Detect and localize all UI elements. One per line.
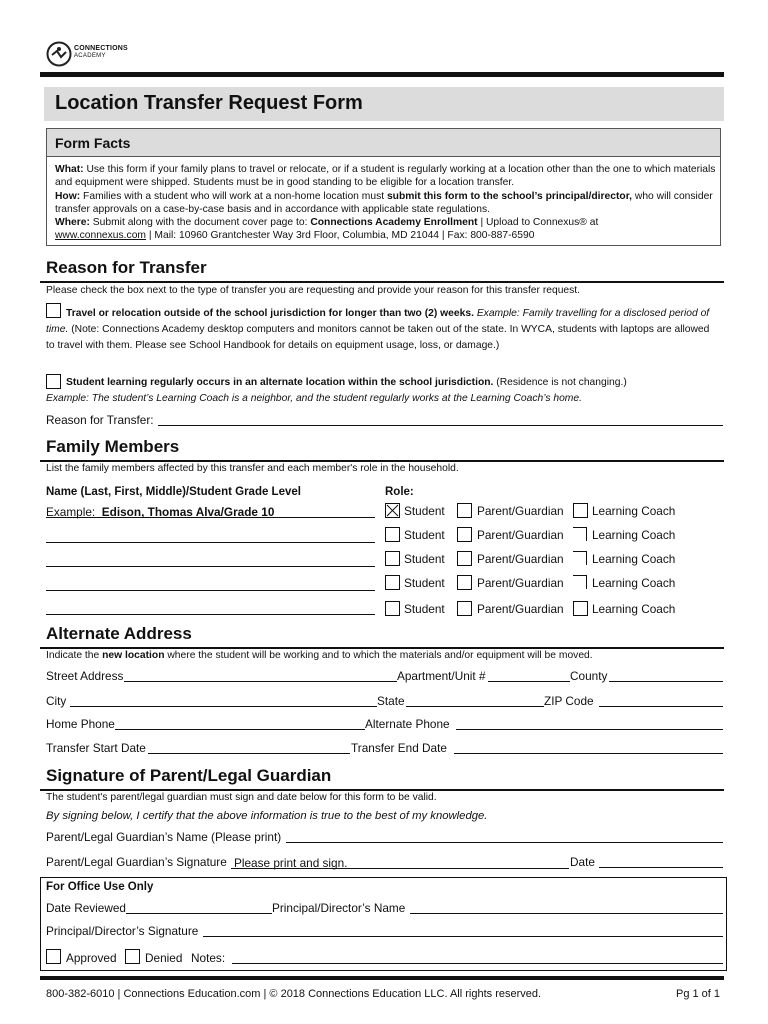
- signature-intro: The student's parent/legal guardian must sign and date below for this form to be valid.: [46, 792, 437, 803]
- signature-rule: [40, 789, 724, 791]
- page-title: Location Transfer Request Form: [55, 92, 363, 114]
- footer-text: 800-382-6010 | Connections Education.com | © 2018 Connections Education LLC. All rights reserved.: [46, 988, 542, 1000]
- street-input[interactable]: [124, 681, 397, 682]
- where-label: Where:: [55, 217, 90, 229]
- guardian-name-input[interactable]: [286, 842, 723, 843]
- role-column-header: Role:: [385, 486, 414, 498]
- guardian-name-label: Parent/Legal Guardian’s Name (Please print): [46, 830, 282, 844]
- name-column-header: Name (Last, First, Middle)/Student Grade Level: [46, 486, 301, 498]
- member-student-label: Student: [404, 602, 445, 616]
- form-facts-body: [55, 163, 719, 243]
- example-value: Edison, Thomas Alva/Grade 10: [101, 505, 275, 519]
- where-text-1: Submit along with the document cover page to:: [92, 217, 308, 229]
- travel-option-note: (Note: Connections Academy desktop computers and monitors cannot be taken out of the state. In WYCA, students with laptops are allowed to travel with them. Please see School Handbook for details on equipment usage, loss, or damage.): [46, 324, 710, 351]
- principal-signature-label: Principal/Director’s Signature: [46, 924, 199, 938]
- principal-name-label: Principal/Director’s Name: [272, 901, 406, 915]
- member-coach-checkbox[interactable]: [573, 551, 587, 565]
- address-intro-bold: new location: [102, 650, 165, 661]
- member-parent-label: Parent/Guardian: [477, 528, 564, 542]
- example-label: Example:: [46, 505, 96, 519]
- member-student-checkbox[interactable]: [385, 601, 400, 616]
- example-coach-label: Learning Coach: [592, 504, 676, 518]
- member-coach-checkbox[interactable]: [573, 527, 587, 541]
- state-input[interactable]: [406, 706, 544, 707]
- state-label: State: [377, 694, 405, 708]
- where-text-2: | Upload to Connexus® at: [480, 217, 599, 229]
- start-date-input[interactable]: [148, 753, 350, 754]
- signature-hint: Please print and sign.: [234, 856, 348, 870]
- county-label: County: [570, 669, 608, 683]
- notes-input[interactable]: [232, 963, 723, 964]
- zip-input[interactable]: [599, 706, 723, 707]
- member-coach-label: Learning Coach: [592, 528, 676, 542]
- member-coach-label: Learning Coach: [592, 602, 676, 616]
- address-intro-2: where the student will be working and to which the materials and/or equipment will be moved.: [167, 650, 593, 661]
- member-student-label: Student: [404, 576, 445, 590]
- signature-heading: Signature of Parent/Legal Guardian: [46, 766, 332, 785]
- travel-option-text: [46, 306, 720, 354]
- page-number: Pg 1 of 1: [676, 988, 721, 1000]
- member-coach-checkbox[interactable]: [573, 575, 587, 589]
- header-rule: [40, 72, 724, 77]
- example-parent-label: Parent/Guardian: [477, 504, 564, 518]
- member-coach-checkbox[interactable]: [573, 601, 588, 616]
- member-name-input[interactable]: [46, 590, 375, 591]
- family-rule: [40, 460, 724, 462]
- principal-signature-input[interactable]: [203, 936, 723, 937]
- zip-label: ZIP Code: [544, 694, 594, 708]
- example-coach-checkbox[interactable]: [573, 503, 588, 518]
- end-date-input[interactable]: [454, 753, 723, 754]
- where-text-3: | Mail: 10960 Grantchester Way 3rd Floor, Columbia, MD 21044 | Fax: 800-887-6590: [148, 230, 535, 242]
- family-heading: Family Members: [46, 437, 180, 456]
- alternate-location-text: [66, 377, 627, 388]
- date-reviewed-input[interactable]: [126, 913, 272, 914]
- connexus-link[interactable]: www.connexus.com: [55, 230, 146, 242]
- member-student-label: Student: [404, 552, 445, 566]
- family-intro: List the family members affected by this transfer and each member's role in the household.: [46, 463, 459, 474]
- member-name-input[interactable]: [46, 614, 375, 615]
- form-facts-header: [47, 129, 720, 157]
- member-parent-label: Parent/Guardian: [477, 552, 564, 566]
- alternate-location-checkbox[interactable]: [46, 374, 61, 389]
- logo-text-2: ACADEMY: [74, 53, 106, 59]
- travel-option-example: Example: Family travelling for a disclosed period of time.: [46, 308, 710, 335]
- example-student-checkbox[interactable]: [385, 503, 400, 518]
- denied-checkbox[interactable]: [125, 949, 140, 964]
- principal-name-input[interactable]: [410, 913, 723, 914]
- notes-label: Notes:: [191, 951, 226, 965]
- reason-input[interactable]: [158, 425, 723, 426]
- example-underline: [46, 517, 375, 518]
- member-student-checkbox[interactable]: [385, 527, 400, 542]
- where-bold: Connections Academy Enrollment: [310, 217, 478, 229]
- member-parent-checkbox[interactable]: [457, 601, 472, 616]
- city-input[interactable]: [70, 706, 377, 707]
- approved-checkbox[interactable]: [46, 949, 61, 964]
- alternate-location-bold: Student learning regularly occurs in an alternate location within the school jurisdiction.: [66, 377, 494, 388]
- member-parent-label: Parent/Guardian: [477, 602, 564, 616]
- member-student-label: Student: [404, 528, 445, 542]
- example-student-label: Student: [404, 504, 445, 518]
- example-parent-checkbox[interactable]: [457, 503, 472, 518]
- approved-label: Approved: [66, 951, 117, 965]
- address-intro: [46, 650, 593, 661]
- member-parent-label: Parent/Guardian: [477, 576, 564, 590]
- end-date-label: Transfer End Date: [351, 741, 447, 755]
- reason-heading: Reason for Transfer: [46, 258, 207, 277]
- member-coach-label: Learning Coach: [592, 552, 676, 566]
- reason-rule: [40, 281, 724, 283]
- home-phone-input[interactable]: [115, 729, 365, 730]
- how-text-2: who will consider transfer approvals on a case-by-case basis and in accordance with applicable state regulations.: [55, 190, 713, 215]
- member-name-input[interactable]: [46, 542, 375, 543]
- member-name-input[interactable]: [46, 566, 375, 567]
- guardian-signature-input[interactable]: [231, 868, 569, 869]
- address-rule: [40, 647, 724, 649]
- signature-date-input[interactable]: [599, 867, 723, 868]
- city-label: City: [46, 694, 67, 708]
- alt-phone-label: Alternate Phone: [365, 717, 450, 731]
- alternate-location-note: (Residence is not changing.): [496, 377, 627, 388]
- member-parent-checkbox[interactable]: [457, 575, 472, 590]
- certify-text: By signing below, I certify that the above information is true to the best of my knowledge.: [46, 810, 488, 822]
- member-student-checkbox[interactable]: [385, 575, 400, 590]
- alternate-location-example: Example: The student’s Learning Coach is a neighbor, and the student regularly works at the Learning Coach’s home.: [46, 393, 582, 404]
- logo-text-1: CONNECTIONS: [74, 45, 128, 52]
- street-label: Street Address: [46, 669, 124, 683]
- reason-label: Reason for Transfer:: [46, 413, 154, 427]
- logo-mark-icon: [46, 41, 72, 67]
- checked-x-icon: [386, 504, 399, 517]
- what-label: What:: [55, 164, 84, 175]
- date-reviewed-label: Date Reviewed: [46, 901, 126, 915]
- start-date-label: Transfer Start Date: [46, 741, 146, 755]
- what-text: Use this form if your family plans to travel or relocate, or if a student is regularly working at a location other than the one to which materials and equipment were shipped. Students must be in good standing to be eligible for a location transfer.: [55, 164, 716, 189]
- member-parent-checkbox[interactable]: [457, 551, 472, 566]
- guardian-signature-label: Parent/Legal Guardian’s Signature: [46, 855, 227, 869]
- alt-phone-input[interactable]: [456, 729, 723, 730]
- office-heading: For Office Use Only: [46, 881, 154, 893]
- address-intro-1: Indicate the: [46, 650, 100, 661]
- how-label: How:: [55, 190, 81, 202]
- reason-intro: Please check the box next to the type of transfer you are requesting and provide your reason for this transfer request.: [46, 285, 581, 296]
- address-heading: Alternate Address: [46, 624, 192, 643]
- member-parent-checkbox[interactable]: [457, 527, 472, 542]
- member-student-checkbox[interactable]: [385, 551, 400, 566]
- county-input[interactable]: [609, 681, 723, 682]
- how-text-1: Families with a student who will work at a non-home location must: [83, 190, 385, 202]
- signature-date-label: Date: [570, 855, 595, 869]
- how-bold: submit this form to the school’s principal/director,: [386, 190, 633, 202]
- apt-input[interactable]: [488, 681, 570, 682]
- denied-label: Denied: [145, 951, 183, 965]
- apt-label: Apartment/Unit #: [397, 669, 486, 683]
- footer-rule: [40, 976, 724, 980]
- travel-option-bold: Travel or relocation outside of the school jurisdiction for longer than two (2) weeks.: [66, 308, 474, 319]
- logo: [46, 40, 146, 68]
- member-coach-label: Learning Coach: [592, 576, 676, 590]
- form-facts-heading: Form Facts: [55, 135, 131, 151]
- home-phone-label: Home Phone: [46, 717, 115, 731]
